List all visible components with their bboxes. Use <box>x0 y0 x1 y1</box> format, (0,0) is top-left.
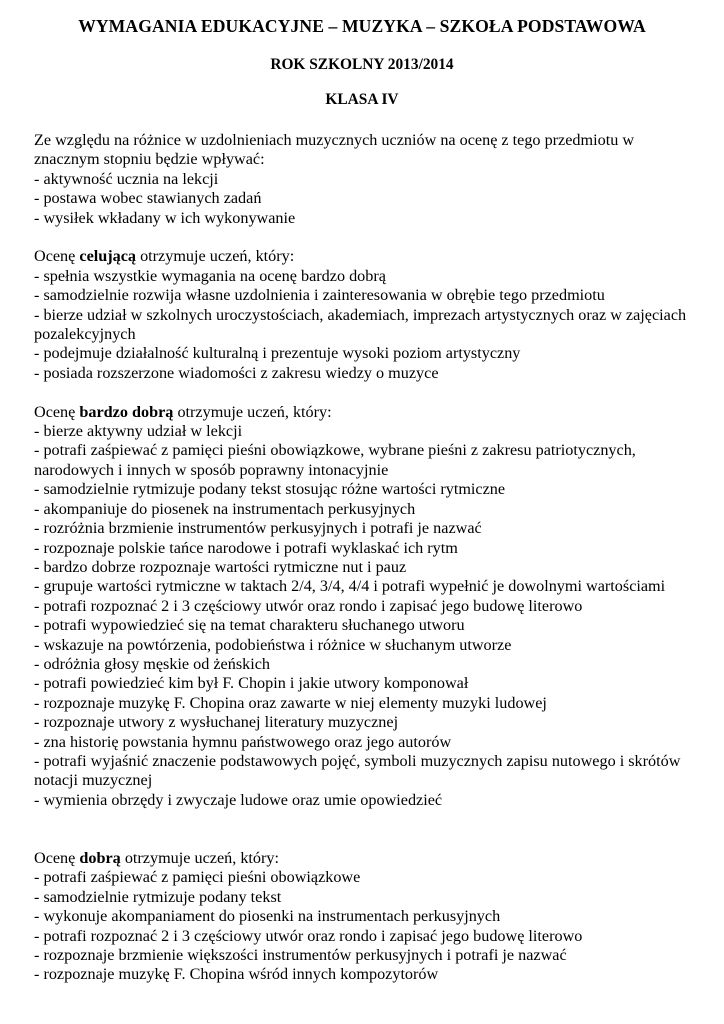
list-item: - samodzielnie rozwija własne uzdolnienia i zainteresowania w obrębie tego przedmiotu <box>34 286 694 305</box>
spacer <box>34 383 694 402</box>
list-item: - samodzielnie rytmizuje podany tekst stosując różne wartości rytmiczne <box>34 480 694 499</box>
list-item: - akompaniuje do piosenek na instrumentach perkusyjnych <box>34 500 694 519</box>
list-item: - postawa wobec stawianych zadań <box>34 189 694 208</box>
list-item: - rozpoznaje utwory z wysłuchanej literatury muzycznej <box>34 713 694 732</box>
list-item: - potrafi zaśpiewać z pamięci pieśni obowiązkowe <box>34 868 694 887</box>
grade-heading-suffix: otrzymuje uczeń, który: <box>136 247 295 266</box>
list-item: - wysiłek wkładany w ich wykonywanie <box>34 209 694 228</box>
list-item: - bierze udział w szkolnych uroczystościach, akademiach, imprezach artystycznych oraz w zajęciach pozalekcyjnych <box>34 306 694 345</box>
list-item: - potrafi wyjaśnić znaczenie podstawowych pojęć, symboli muzycznych zapisu nutowego i skrótów notacji muzycznej <box>34 752 694 791</box>
grade-section-dobra <box>34 849 694 985</box>
document-body <box>34 131 694 985</box>
list-item: - samodzielnie rytmizuje podany tekst <box>34 888 694 907</box>
grade-heading-suffix: otrzymuje uczeń, który: <box>120 848 280 867</box>
grade-heading-prefix: Ocenę <box>34 402 80 421</box>
list-item: - rozróżnia brzmienie instrumentów perkusyjnych i potrafi je nazwać <box>34 519 694 538</box>
school-year: ROK SZKOLNY 2013/2014 <box>270 56 454 73</box>
list-item: - wykonuje akompaniament do piosenki na instrumentach perkusyjnych <box>34 907 694 926</box>
list-item: - odróżnia głosy męskie od żeńskich <box>34 655 694 674</box>
list-item: - potrafi zaśpiewać z pamięci pieśni obowiązkowe, wybrane pieśni z zakresu patriotycznych, narodowych i innych w sposób poprawny intonacyjnie <box>34 441 694 480</box>
list-item: - potrafi rozpoznać 2 i 3 częściowy utwór oraz rondo i zapisać jego budowę literowo <box>34 597 694 616</box>
grade-heading <box>34 849 694 868</box>
list-item: - spełnia wszystkie wymagania na ocenę bardzo dobrą <box>34 267 694 286</box>
list-item: - rozpoznaje polskie tańce narodowe i potrafi wyklaskać ich rytm <box>34 539 694 558</box>
grade-requirements-list <box>34 267 694 383</box>
list-item: - wymienia obrzędy i zwyczaje ludowe oraz umie opowiedzieć <box>34 791 694 810</box>
grade-name: bardzo dobrą <box>79 402 174 421</box>
list-item: - rozpoznaje brzmienie większości instrumentów perkusyjnych i potrafi je nazwać <box>34 946 694 965</box>
list-item: - aktywność ucznia na lekcji <box>34 170 694 189</box>
document-title: WYMAGANIA EDUKACYJNE – MUZYKA – SZKOŁA PODSTAWOWA <box>78 16 646 36</box>
list-item: - potrafi rozpoznać 2 i 3 częściowy utwór oraz rondo i zapisać jego budowę literowo <box>34 927 694 946</box>
grade-heading-prefix: Ocenę <box>34 247 80 266</box>
grade-requirements-list <box>34 868 694 984</box>
grade-requirements-list <box>34 422 694 810</box>
grade-heading <box>34 403 694 422</box>
grade-name: dobrą <box>79 848 121 867</box>
list-item: - podejmuje działalność kulturalną i prezentuje wysoki poziom artystyczny <box>34 344 694 363</box>
list-item: - rozpoznaje muzykę F. Chopina wśród innych kompozytorów <box>34 965 694 984</box>
spacer <box>34 810 694 849</box>
list-item: - zna historię powstania hymnu państwowego oraz jego autorów <box>34 733 694 752</box>
list-item: - posiada rozszerzone wiadomości z zakresu wiedzy o muzyce <box>34 364 694 383</box>
list-item: - wskazuje na powtórzenia, podobieństwa i różnice w słuchanym utworze <box>34 636 694 655</box>
class-heading: KLASA IV <box>325 91 399 108</box>
intro-section <box>34 131 694 228</box>
grade-section-bardzo-dobra <box>34 403 694 811</box>
grade-name: celującą <box>79 247 137 266</box>
list-item: - potrafi wypowiedzieć się na temat charakteru słuchanego utworu <box>34 616 694 635</box>
intro-text: Ze względu na różnice w uzdolnieniach muzycznych uczniów na ocenę z tego przedmiotu w znacznym stopniu będzie wpływać: <box>34 131 635 169</box>
list-item: - bierze aktywny udział w lekcji <box>34 422 694 441</box>
list-item: - potrafi powiedzieć kim był F. Chopin i jakie utwory komponował <box>34 674 694 693</box>
spacer <box>34 228 694 247</box>
grade-section-celujaca <box>34 247 694 383</box>
list-item: - rozpoznaje muzykę F. Chopina oraz zawarte w niej elementy muzyki ludowej <box>34 694 694 713</box>
grade-heading-suffix: otrzymuje uczeń, który: <box>173 402 332 421</box>
list-item: - bardzo dobrze rozpoznaje wartości rytmiczne nut i pauz <box>34 558 694 577</box>
grade-heading-prefix: Ocenę <box>34 848 80 867</box>
grade-heading <box>34 247 694 266</box>
list-item: - grupuje wartości rytmiczne w taktach 2/4, 3/4, 4/4 i potrafi wypełnić je dowolnymi wartościami <box>34 577 694 596</box>
intro-list <box>34 170 694 228</box>
